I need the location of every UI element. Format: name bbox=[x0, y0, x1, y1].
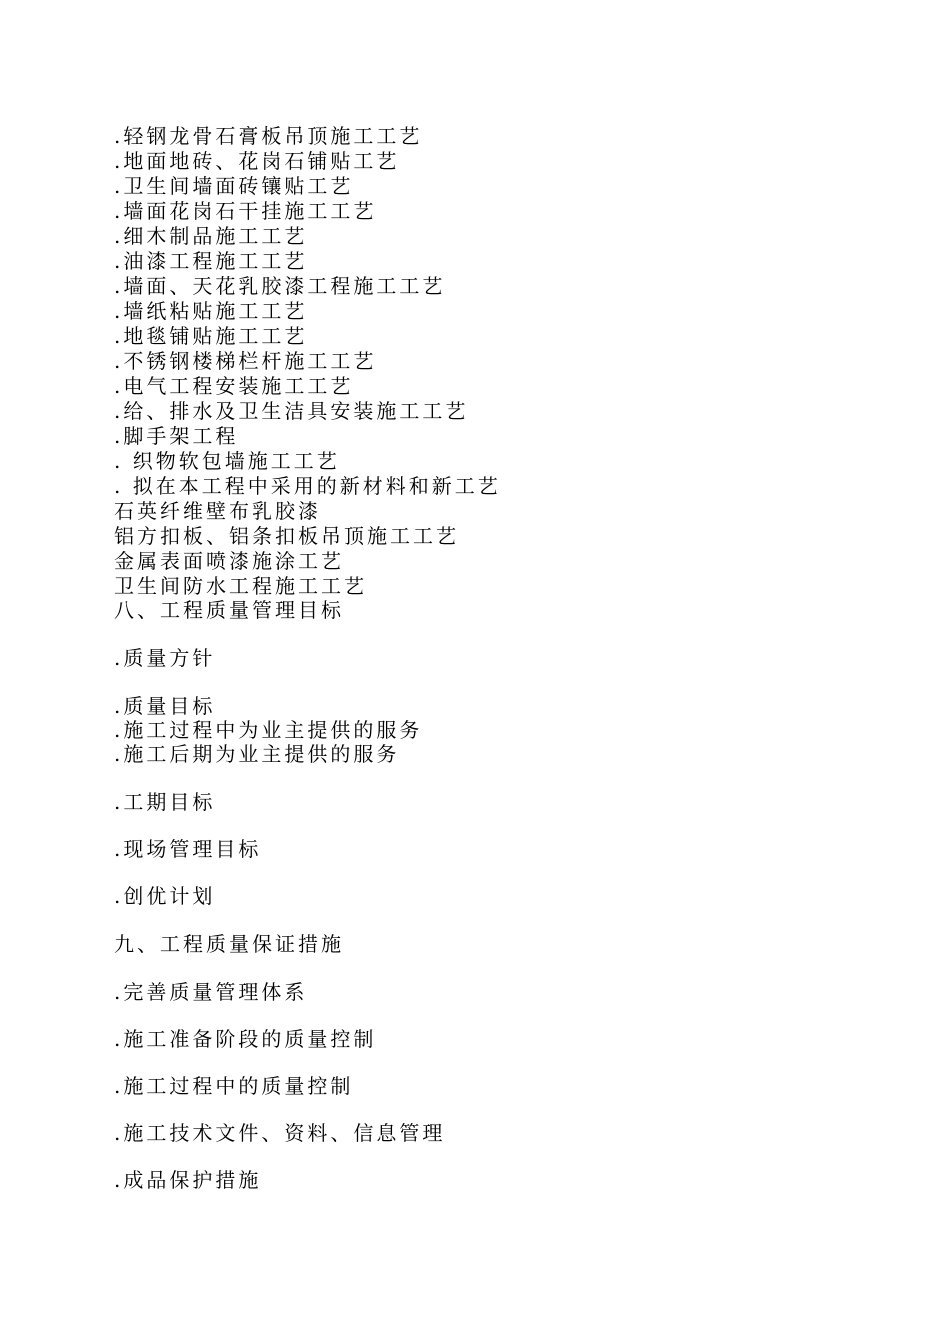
list-item: 卫生间防水工程施工工艺 bbox=[114, 574, 367, 598]
list-item: 金属表面喷漆施涂工艺 bbox=[114, 549, 344, 573]
list-item: .墙面、天花乳胶漆工程施工工艺 bbox=[114, 274, 446, 298]
list-item: .油漆工程施工工艺 bbox=[114, 249, 308, 273]
list-item: .轻钢龙骨石膏板吊顶施工工艺 bbox=[114, 124, 423, 148]
list-item: .施工过程中为业主提供的服务 bbox=[114, 718, 423, 742]
list-item: .墙纸粘贴施工工艺 bbox=[114, 299, 308, 323]
list-item: 石英纤维壁布乳胶漆 bbox=[114, 499, 321, 523]
list-item: .给、排水及卫生洁具安装施工工艺 bbox=[114, 399, 469, 423]
list-item: .成品保护措施 bbox=[114, 1168, 262, 1192]
list-item: 铝方扣板、铝条扣板吊顶施工工艺 bbox=[114, 524, 459, 548]
list-item: .卫生间墙面砖镶贴工艺 bbox=[114, 174, 354, 198]
list-item: . 拟在本工程中采用的新材料和新工艺 bbox=[114, 474, 501, 498]
list-item: .脚手架工程 bbox=[114, 424, 239, 448]
list-item: .地毯铺贴施工工艺 bbox=[114, 324, 308, 348]
list-item: . 织物软包墙施工工艺 bbox=[114, 449, 340, 473]
list-item: .质量目标 bbox=[114, 694, 216, 718]
list-item: .工期目标 bbox=[114, 790, 216, 814]
list-item: .施工技术文件、资料、信息管理 bbox=[114, 1121, 446, 1145]
list-item: .创优计划 bbox=[114, 884, 216, 908]
section-heading: 八、工程质量管理目标 bbox=[114, 598, 344, 622]
list-item: .电气工程安装施工工艺 bbox=[114, 374, 354, 398]
list-item: .完善质量管理体系 bbox=[114, 980, 308, 1004]
list-item: .质量方针 bbox=[114, 646, 216, 670]
list-item: .现场管理目标 bbox=[114, 837, 262, 861]
list-item: .墙面花岗石干挂施工工艺 bbox=[114, 199, 377, 223]
list-item: .施工过程中的质量控制 bbox=[114, 1074, 354, 1098]
list-item: .地面地砖、花岗石铺贴工艺 bbox=[114, 149, 400, 173]
list-item: .不锈钢楼梯栏杆施工工艺 bbox=[114, 349, 377, 373]
section-heading: 九、工程质量保证措施 bbox=[114, 932, 344, 956]
list-item: .施工后期为业主提供的服务 bbox=[114, 742, 400, 766]
list-item: .细木制品施工工艺 bbox=[114, 224, 308, 248]
list-item: .施工准备阶段的质量控制 bbox=[114, 1027, 377, 1051]
